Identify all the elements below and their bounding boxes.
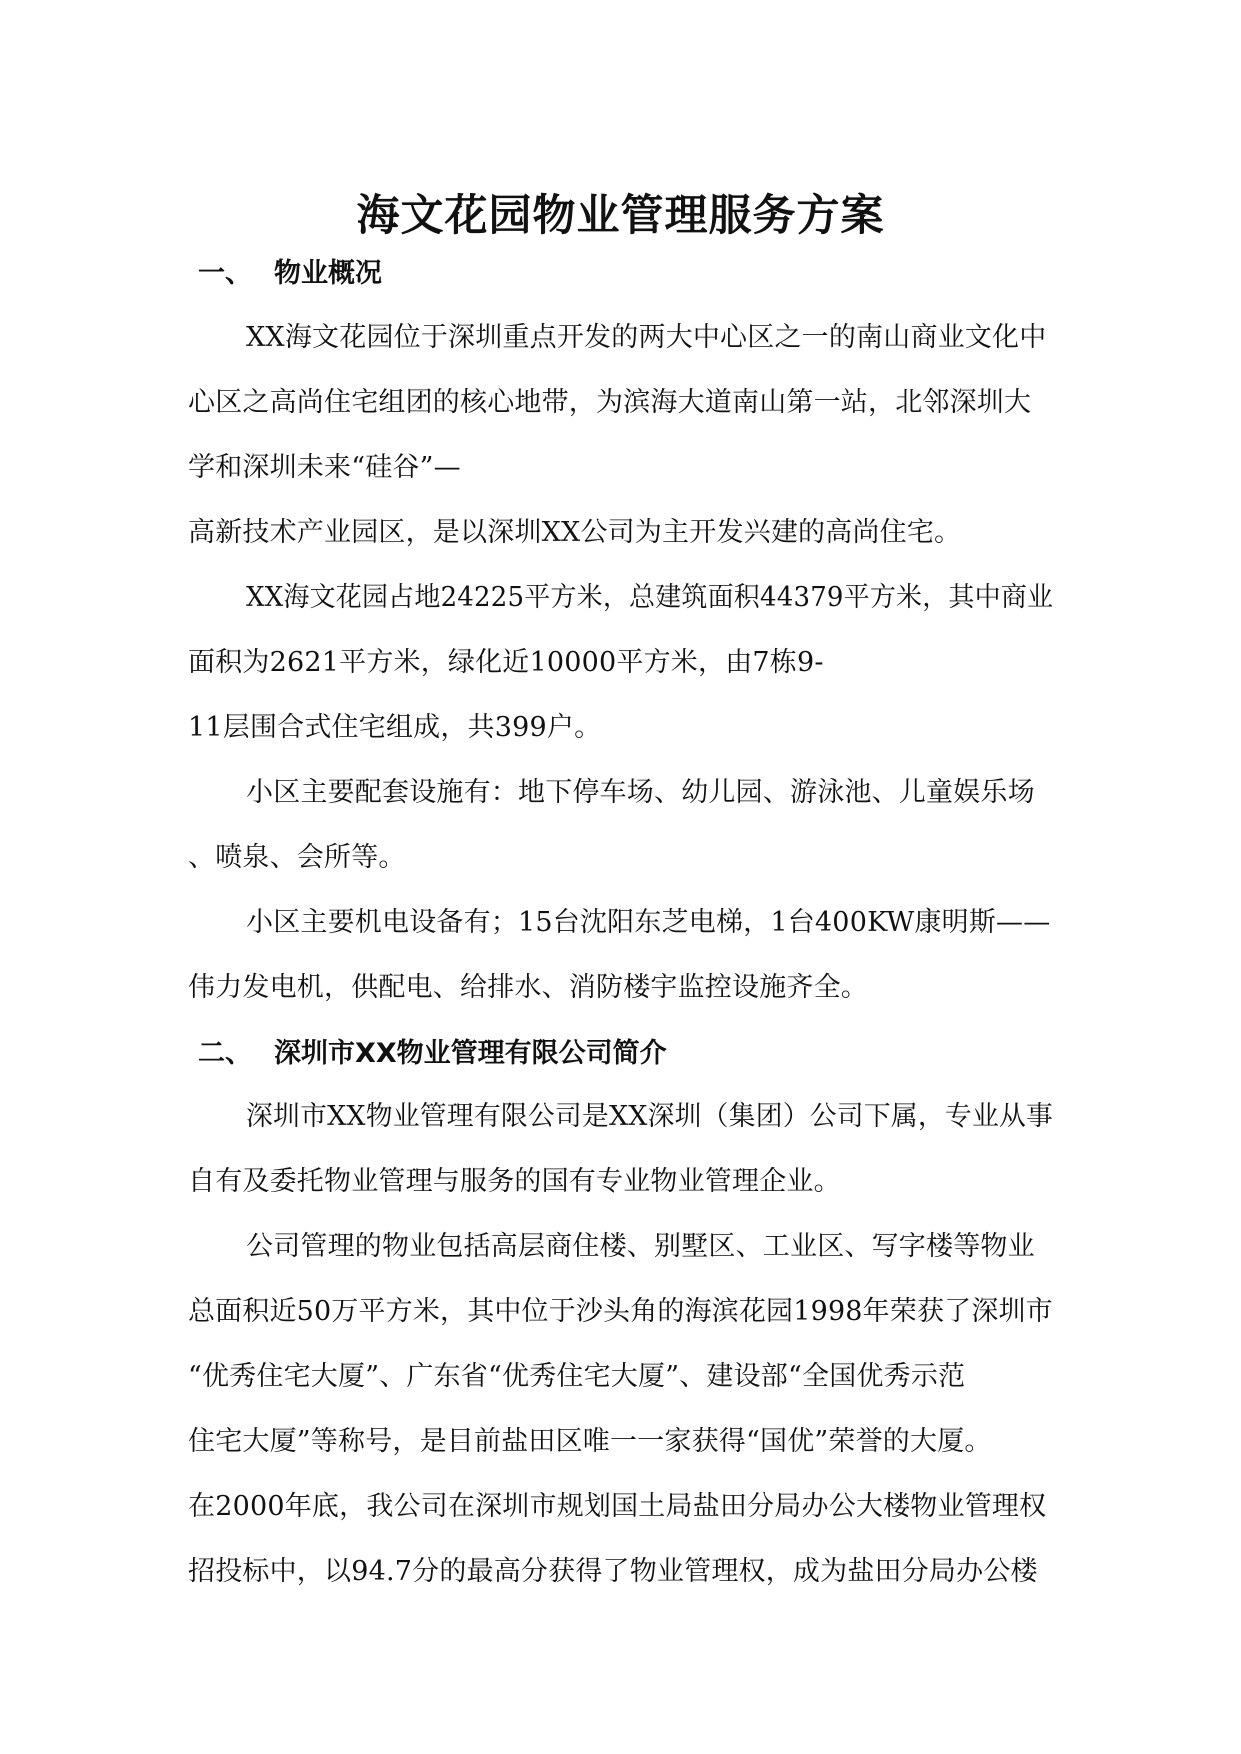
paragraph-line: 11层围合式住宅组成，共399户。 <box>188 712 602 743</box>
section-heading-2 <box>198 1034 667 1074</box>
paragraph-line: 小区主要机电设备有；15台沈阳东芝电梯，1台400KW康明斯—— <box>246 907 1051 938</box>
paragraph-line: 住宅大厦”等称号，是目前盐田区唯一一家获得“国优”荣誉的大厦。 <box>188 1426 992 1457</box>
paragraph-line: “优秀住宅大厦”、广东省“优秀住宅大厦”、建设部“全国优秀示范 <box>188 1361 966 1392</box>
paragraph-line: 心区之高尚住宅组团的核心地带，为滨海大道南山第一站，北邻深圳大 <box>188 387 1032 418</box>
paragraph-line: 学和深圳未来“硅谷”— <box>188 452 461 483</box>
paragraph-line: 高新技术产业园区，是以深圳XX公司为主开发兴建的高尚住宅。 <box>188 517 962 548</box>
paragraph-line: XX海文花园占地24225平方米，总建筑面积44379平方米，其中商业 <box>246 582 1054 613</box>
document-title: 海文花园物业管理服务方案 <box>356 191 885 241</box>
paragraph-line: 伟力发电机，供配电、给排水、消防楼宇监控设施齐全。 <box>188 972 868 1003</box>
paragraph-line: 深圳市XX物业管理有限公司是XX深圳（集团）公司下属，专业从事 <box>246 1101 1054 1132</box>
paragraph-line: 总面积近50万平方米，其中位于沙头角的海滨花园1998年荣获了深圳市 <box>188 1296 1053 1327</box>
paragraph-line: 小区主要配套设施有：地下停车场、幼儿园、游泳池、儿童娱乐场 <box>246 777 1035 808</box>
section-number: 一、 <box>198 258 252 289</box>
section-heading-text: 物业概况 <box>274 258 382 289</box>
section-number: 二、 <box>198 1038 252 1069</box>
paragraph-line: 面积为2621平方米，绿化近10000平方米，由7栋9- <box>188 647 824 678</box>
section-heading-text: 深圳市XX物业管理有限公司简介 <box>274 1038 667 1069</box>
paragraph-line: 自有及委托物业管理与服务的国有专业物业管理企业。 <box>188 1166 841 1197</box>
paragraph-line: 招投标中，以94.7分的最高分获得了物业管理权，成为盐田分局办公楼 <box>188 1556 1038 1587</box>
paragraph-line: 、喷泉、会所等。 <box>188 842 406 873</box>
paragraph-line: 在2000年底，我公司在深圳市规划国土局盐田分局办公大楼物业管理权 <box>188 1491 1047 1522</box>
section-heading-1 <box>198 254 382 294</box>
paragraph-line: 公司管理的物业包括高层商住楼、别墅区、工业区、写字楼等物业 <box>246 1231 1035 1262</box>
paragraph-line: XX海文花园位于深圳重点开发的两大中心区之一的南山商业文化中 <box>246 322 1047 353</box>
